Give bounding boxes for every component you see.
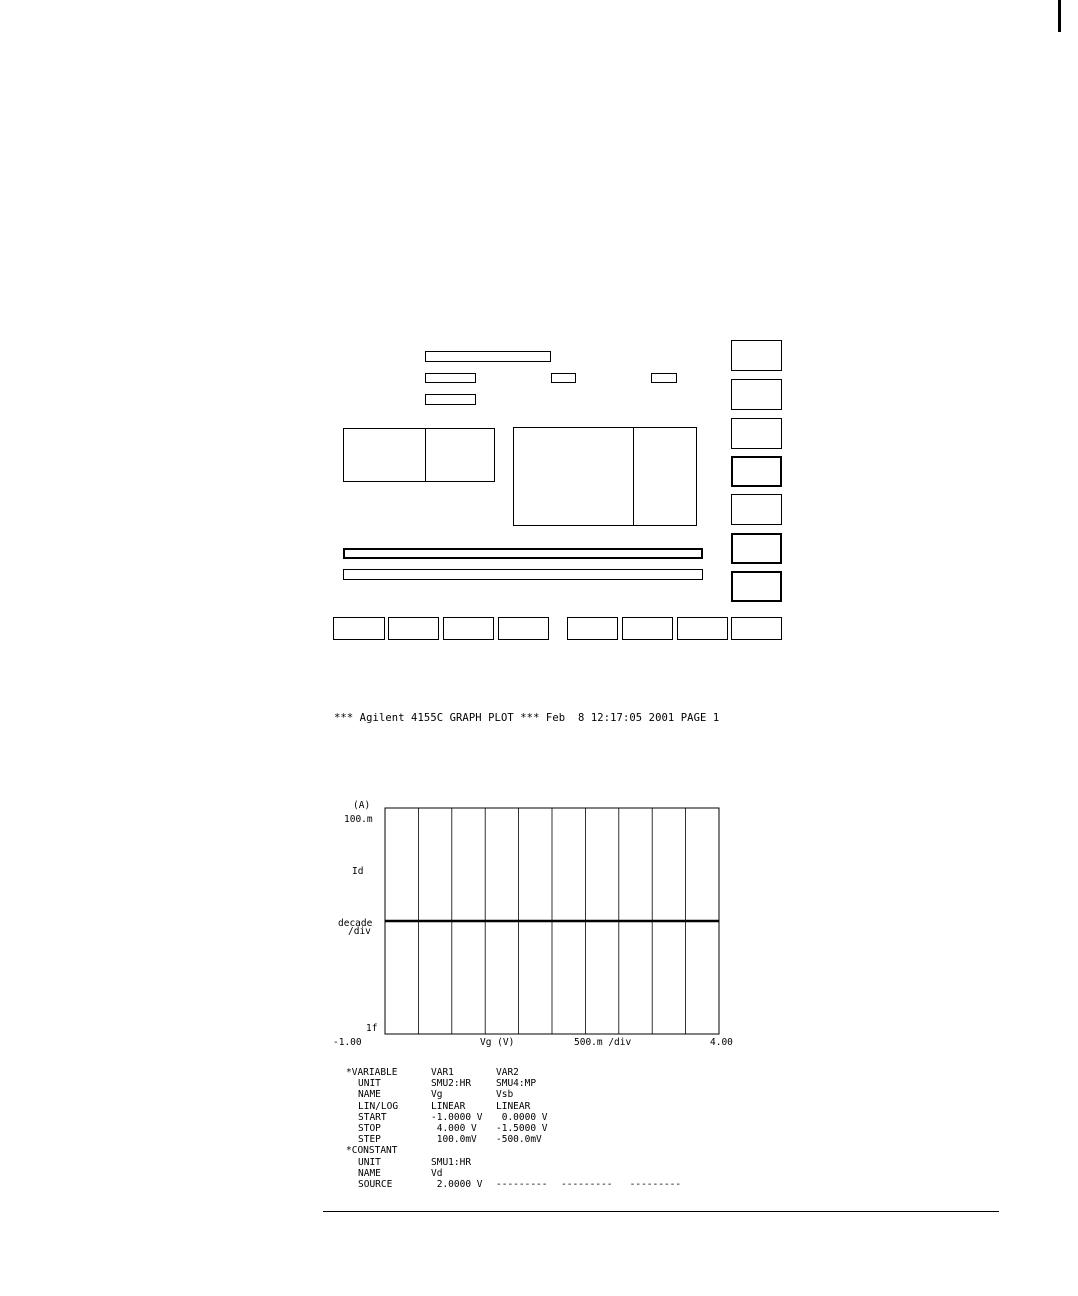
parameter-cell: LINEAR (431, 1100, 466, 1112)
x-axis-label: Vg (V) (480, 1037, 515, 1048)
y-scale-label-div: /div (348, 926, 371, 937)
panel-display-bar (425, 351, 551, 362)
parameter-cell: -500.0mV (496, 1134, 542, 1146)
parameter-cell: STEP (358, 1134, 381, 1146)
parameter-cell: SMU1:HR (431, 1156, 472, 1168)
panel-bottom-key-3 (443, 617, 494, 640)
panel-bottom-key-6 (622, 617, 673, 640)
parameter-cell: NAME (358, 1089, 381, 1101)
panel-small-box-2 (551, 373, 576, 383)
parameter-cell: UNIT (358, 1078, 381, 1090)
panel-side-key-6 (731, 533, 782, 564)
parameter-cell: VAR1 (431, 1067, 454, 1078)
panel-bottom-key-7 (677, 617, 728, 640)
parameter-cell: LINEAR (496, 1100, 531, 1112)
plot-grid (385, 794, 719, 1034)
parameter-cell: SMU4:MP (496, 1078, 537, 1090)
x-end-tick-label: 4.00 (710, 1037, 733, 1048)
panel-left-keypad (343, 428, 495, 482)
panel-bottom-key-2 (388, 617, 439, 640)
panel-bottom-key-1 (333, 617, 385, 640)
y-bottom-tick-label: 1f (366, 1023, 378, 1034)
parameter-cell: -1.5000 V (496, 1122, 548, 1134)
x-start-tick-label: -1.00 (333, 1037, 362, 1048)
parameter-cell: Vsb (496, 1089, 514, 1101)
parameter-cell: Vg (431, 1089, 443, 1101)
parameter-cell: NAME (358, 1167, 381, 1179)
parameter-cell: 100.0mV (431, 1134, 477, 1146)
panel-right-keypad (513, 427, 697, 526)
parameter-cell: STOP (358, 1122, 381, 1134)
panel-bottom-key-8 (731, 617, 782, 640)
parameter-cell: --------- --------- (561, 1178, 682, 1190)
panel-bottom-key-4 (498, 617, 549, 640)
panel-small-box-3 (651, 373, 677, 383)
plot-header: *** Agilent 4155C GRAPH PLOT *** Feb 8 12:17:05 2001 PAGE 1 (334, 712, 720, 724)
panel-side-key-3 (731, 418, 782, 449)
parameter-cell: SOURCE (358, 1178, 393, 1190)
panel-small-box-1 (425, 373, 476, 383)
y-axis-name: Id (352, 866, 364, 877)
footer-rule (323, 1211, 999, 1212)
panel-side-key-7 (731, 571, 782, 602)
graph-plot (330, 794, 750, 1054)
panel-side-key-4 (731, 456, 782, 487)
panel-small-box-4 (425, 394, 476, 405)
y-scale-label-decade: decade (338, 918, 373, 929)
y-top-tick-label: 100.m (344, 814, 373, 825)
parameter-cell: 2.0000 V (431, 1178, 483, 1190)
panel-side-key-2 (731, 379, 782, 410)
graph-plot-svg (330, 794, 750, 1054)
parameter-cell: START (358, 1111, 387, 1123)
y-unit-label: (A) (353, 800, 371, 811)
parameter-cell: -1.0000 V (431, 1111, 483, 1123)
parameter-cell: *CONSTANT (346, 1145, 398, 1157)
panel-long-bar-1 (343, 548, 703, 559)
x-div-label: 500.m /div (574, 1037, 632, 1048)
parameter-cell: 4.000 V (431, 1122, 477, 1134)
parameter-cell: *VARIABLE (346, 1067, 398, 1078)
panel-left-keypad-divider (425, 429, 426, 481)
parameter-cell: VAR2 (496, 1067, 519, 1078)
page-edge-rule (1058, 0, 1061, 32)
panel-right-keypad-divider (633, 428, 634, 525)
panel-long-bar-2 (343, 569, 703, 580)
parameter-cell: --------- (496, 1178, 548, 1190)
parameter-cell: 0.0000 V (496, 1111, 548, 1123)
panel-side-key-1 (731, 340, 782, 371)
parameter-cell: LIN/LOG (358, 1100, 399, 1112)
parameter-cell: Vd (431, 1167, 443, 1179)
parameter-cell: SMU2:HR (431, 1078, 472, 1090)
panel-bottom-key-5 (567, 617, 618, 640)
panel-side-key-5 (731, 494, 782, 525)
parameter-cell: UNIT (358, 1156, 381, 1168)
